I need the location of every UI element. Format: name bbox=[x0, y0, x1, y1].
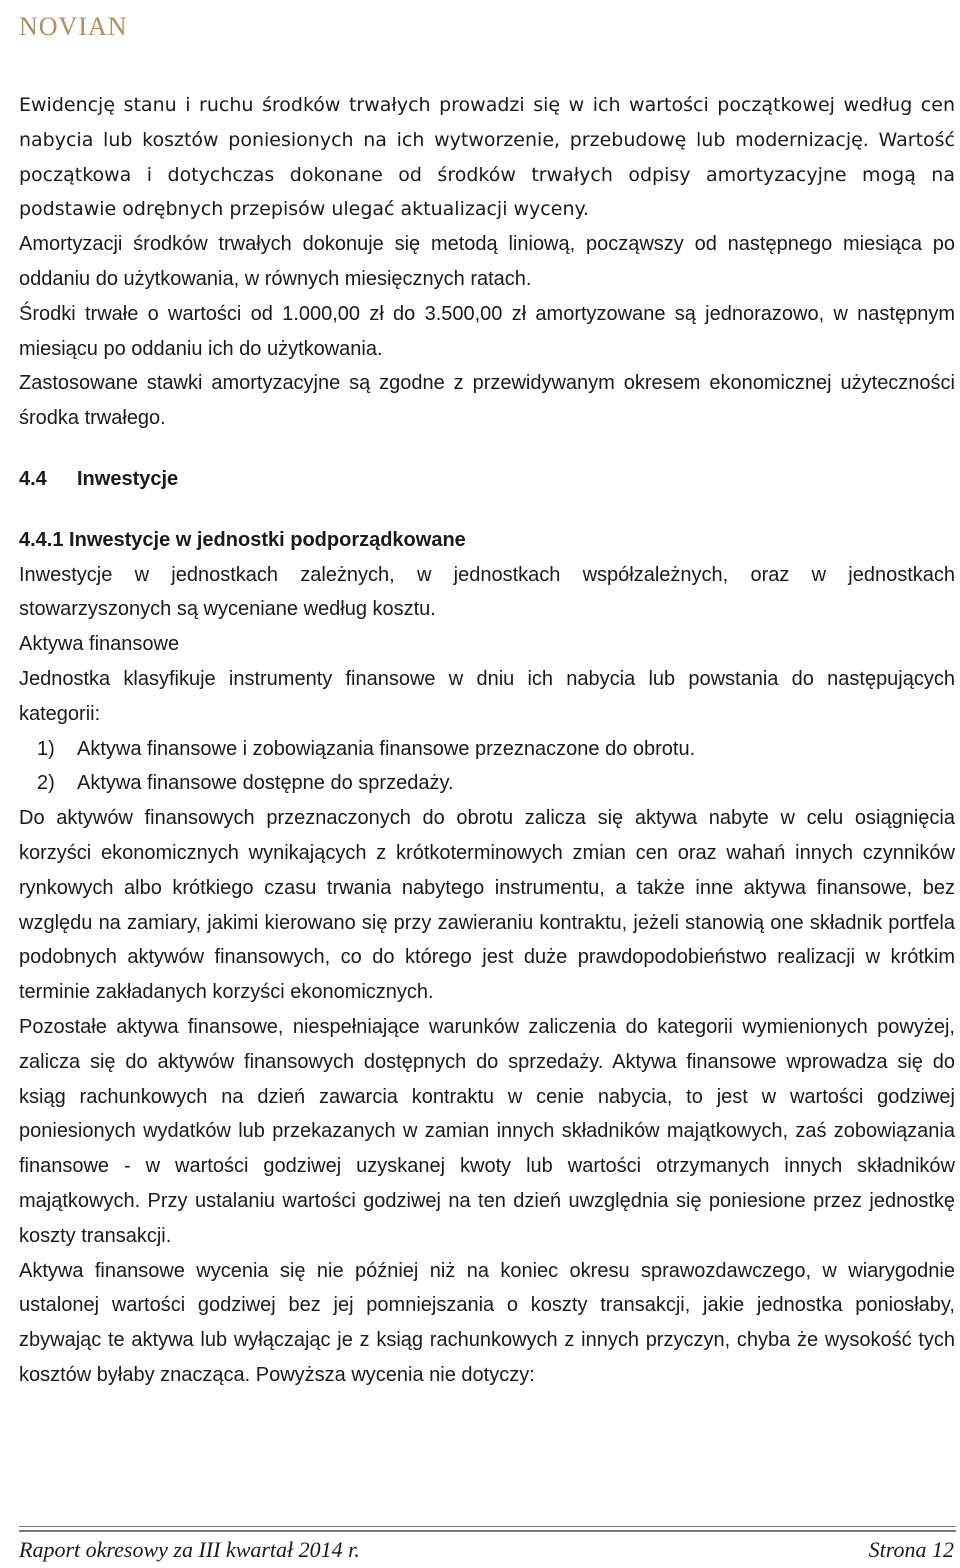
paragraph-obrot: Do aktywów finansowych przeznaczonych do obrotu zalicza się aktywa nabyte w celu osiągnięcia korzyści ekonomicznych wynikających z krótkoterminowych zmian cen oraz wahań innych czynników rynkowych albo krótkiego czasu trwania nabytego instrumentu, a także inne aktywa finansowe, bez względu na zamiary, jakimi kierowano się przy zawieraniu kontraktu, jeżeli stanowią one składnik portfela podobnych aktywów finansowych, co do którego jest duże prawdopodobieństwo realizacji w krótkim terminie zakładanych korzyści ekonomicznych. bbox=[19, 807, 955, 1004]
section-title: Inwestycje bbox=[77, 467, 179, 490]
list-number: 1) bbox=[37, 737, 55, 760]
document-body bbox=[19, 88, 955, 1393]
paragraph-inwestycje: Inwestycje w jednostkach zależnych, w jednostkach współzależnych, oraz w jednostkach stowarzyszonych są wyceniane według kosztu. bbox=[19, 563, 955, 621]
list-number: 2) bbox=[37, 772, 55, 795]
paragraph-wycena: Aktywa finansowe wycenia się nie później niż na koniec okresu sprawozdawczego, w wiarygodnie ustalonej wartości godziwej bez jej pomniejszania o koszty transakcji, jakie jednostka poniosłaby, zbywając te aktywa lub wyłączając je z ksiąg rachunkowych z innych przyczyn, chyba że wysokość tych kosztów byłaby znacząca. Powyższa wycenia nie dotyczy: bbox=[19, 1259, 955, 1386]
footer-divider bbox=[19, 1530, 956, 1532]
list-item bbox=[37, 766, 955, 801]
section-heading-4-4 bbox=[19, 462, 955, 497]
footer-page-number: Strona 12 bbox=[868, 1537, 954, 1562]
category-list bbox=[19, 732, 955, 802]
footer-report-title: Raport okresowy za III kwartał 2014 r. bbox=[19, 1537, 360, 1562]
paragraph-stawki: Zastosowane stawki amortyzacyjne są zgodne z przewidywanym okresem ekonomicznej użyteczności środka trwałego. bbox=[19, 372, 955, 430]
list-text: Aktywa finansowe i zobowiązania finansowe przeznaczone do obrotu. bbox=[77, 737, 696, 760]
list-text: Aktywa finansowe dostępne do sprzedaży. bbox=[77, 772, 454, 795]
footer-divider bbox=[19, 1526, 956, 1527]
list-item bbox=[37, 732, 955, 767]
paragraph-amortyzacja: Amortyzacji środków trwałych dokonuje się metodą liniową, począwszy od następnego miesiąca po oddaniu do użytkowania, w równych miesięcznych ratach. bbox=[19, 233, 955, 290]
paragraph-ewidencja: Ewidencję stanu i ruchu środków trwałych prowadzi się w ich wartości początkowej według cen nabycia lub kosztów poniesionych na ich wytworzenie, przebudowę lub modernizację. Wartość początkowa i dotychczas dokonane od środków trwałych odpisy amortyzacyjne mogą na podstawie odrębnych przepisów ulegać aktualizacji wyceny. bbox=[19, 94, 955, 221]
company-logo: NOVIAN bbox=[19, 12, 128, 41]
section-title: Inwestycje w jednostki podporządkowane bbox=[69, 528, 466, 551]
paragraph-pozostale: Pozostałe aktywa finansowe, niespełniające warunków zaliczenia do kategorii wymienionych powyżej, zalicza się do aktywów finansowych dostępnych do sprzedaży. Aktywa finansowe wprowadza się do ksiąg rachunkowych na dzień zawarcia kontraktu w cenie nabycia, to jest w wartości godziwej poniesionych wydatków lub przekazanych w zamian innych składników majątkowych, zaś zobowiązania finansowe - w wartości godziwej uzyskanej kwoty lub wartości otrzymanych innych składników majątkowych. Przy ustalaniu wartości godziwej na ten dzień uwzględnia się poniesione przez jednostkę koszty transakcji. bbox=[19, 1015, 955, 1247]
section-heading-4-4-1 bbox=[19, 523, 955, 558]
subheading-aktywa-finansowe: Aktywa finansowe bbox=[19, 633, 180, 656]
paragraph-srodki-trwale: Środki trwałe o wartości od 1.000,00 zł do 3.500,00 zł amortyzowane są jednorazowo, w następnym miesiącu po oddaniu ich do użytkowania. bbox=[19, 302, 955, 360]
section-number: 4.4 bbox=[19, 467, 47, 490]
section-number: 4.4.1 bbox=[19, 528, 64, 551]
paragraph-klasyfikacja: Jednostka klasyfikuje instrumenty finansowe w dniu ich nabycia lub powstania do następujących kategorii: bbox=[19, 667, 955, 725]
